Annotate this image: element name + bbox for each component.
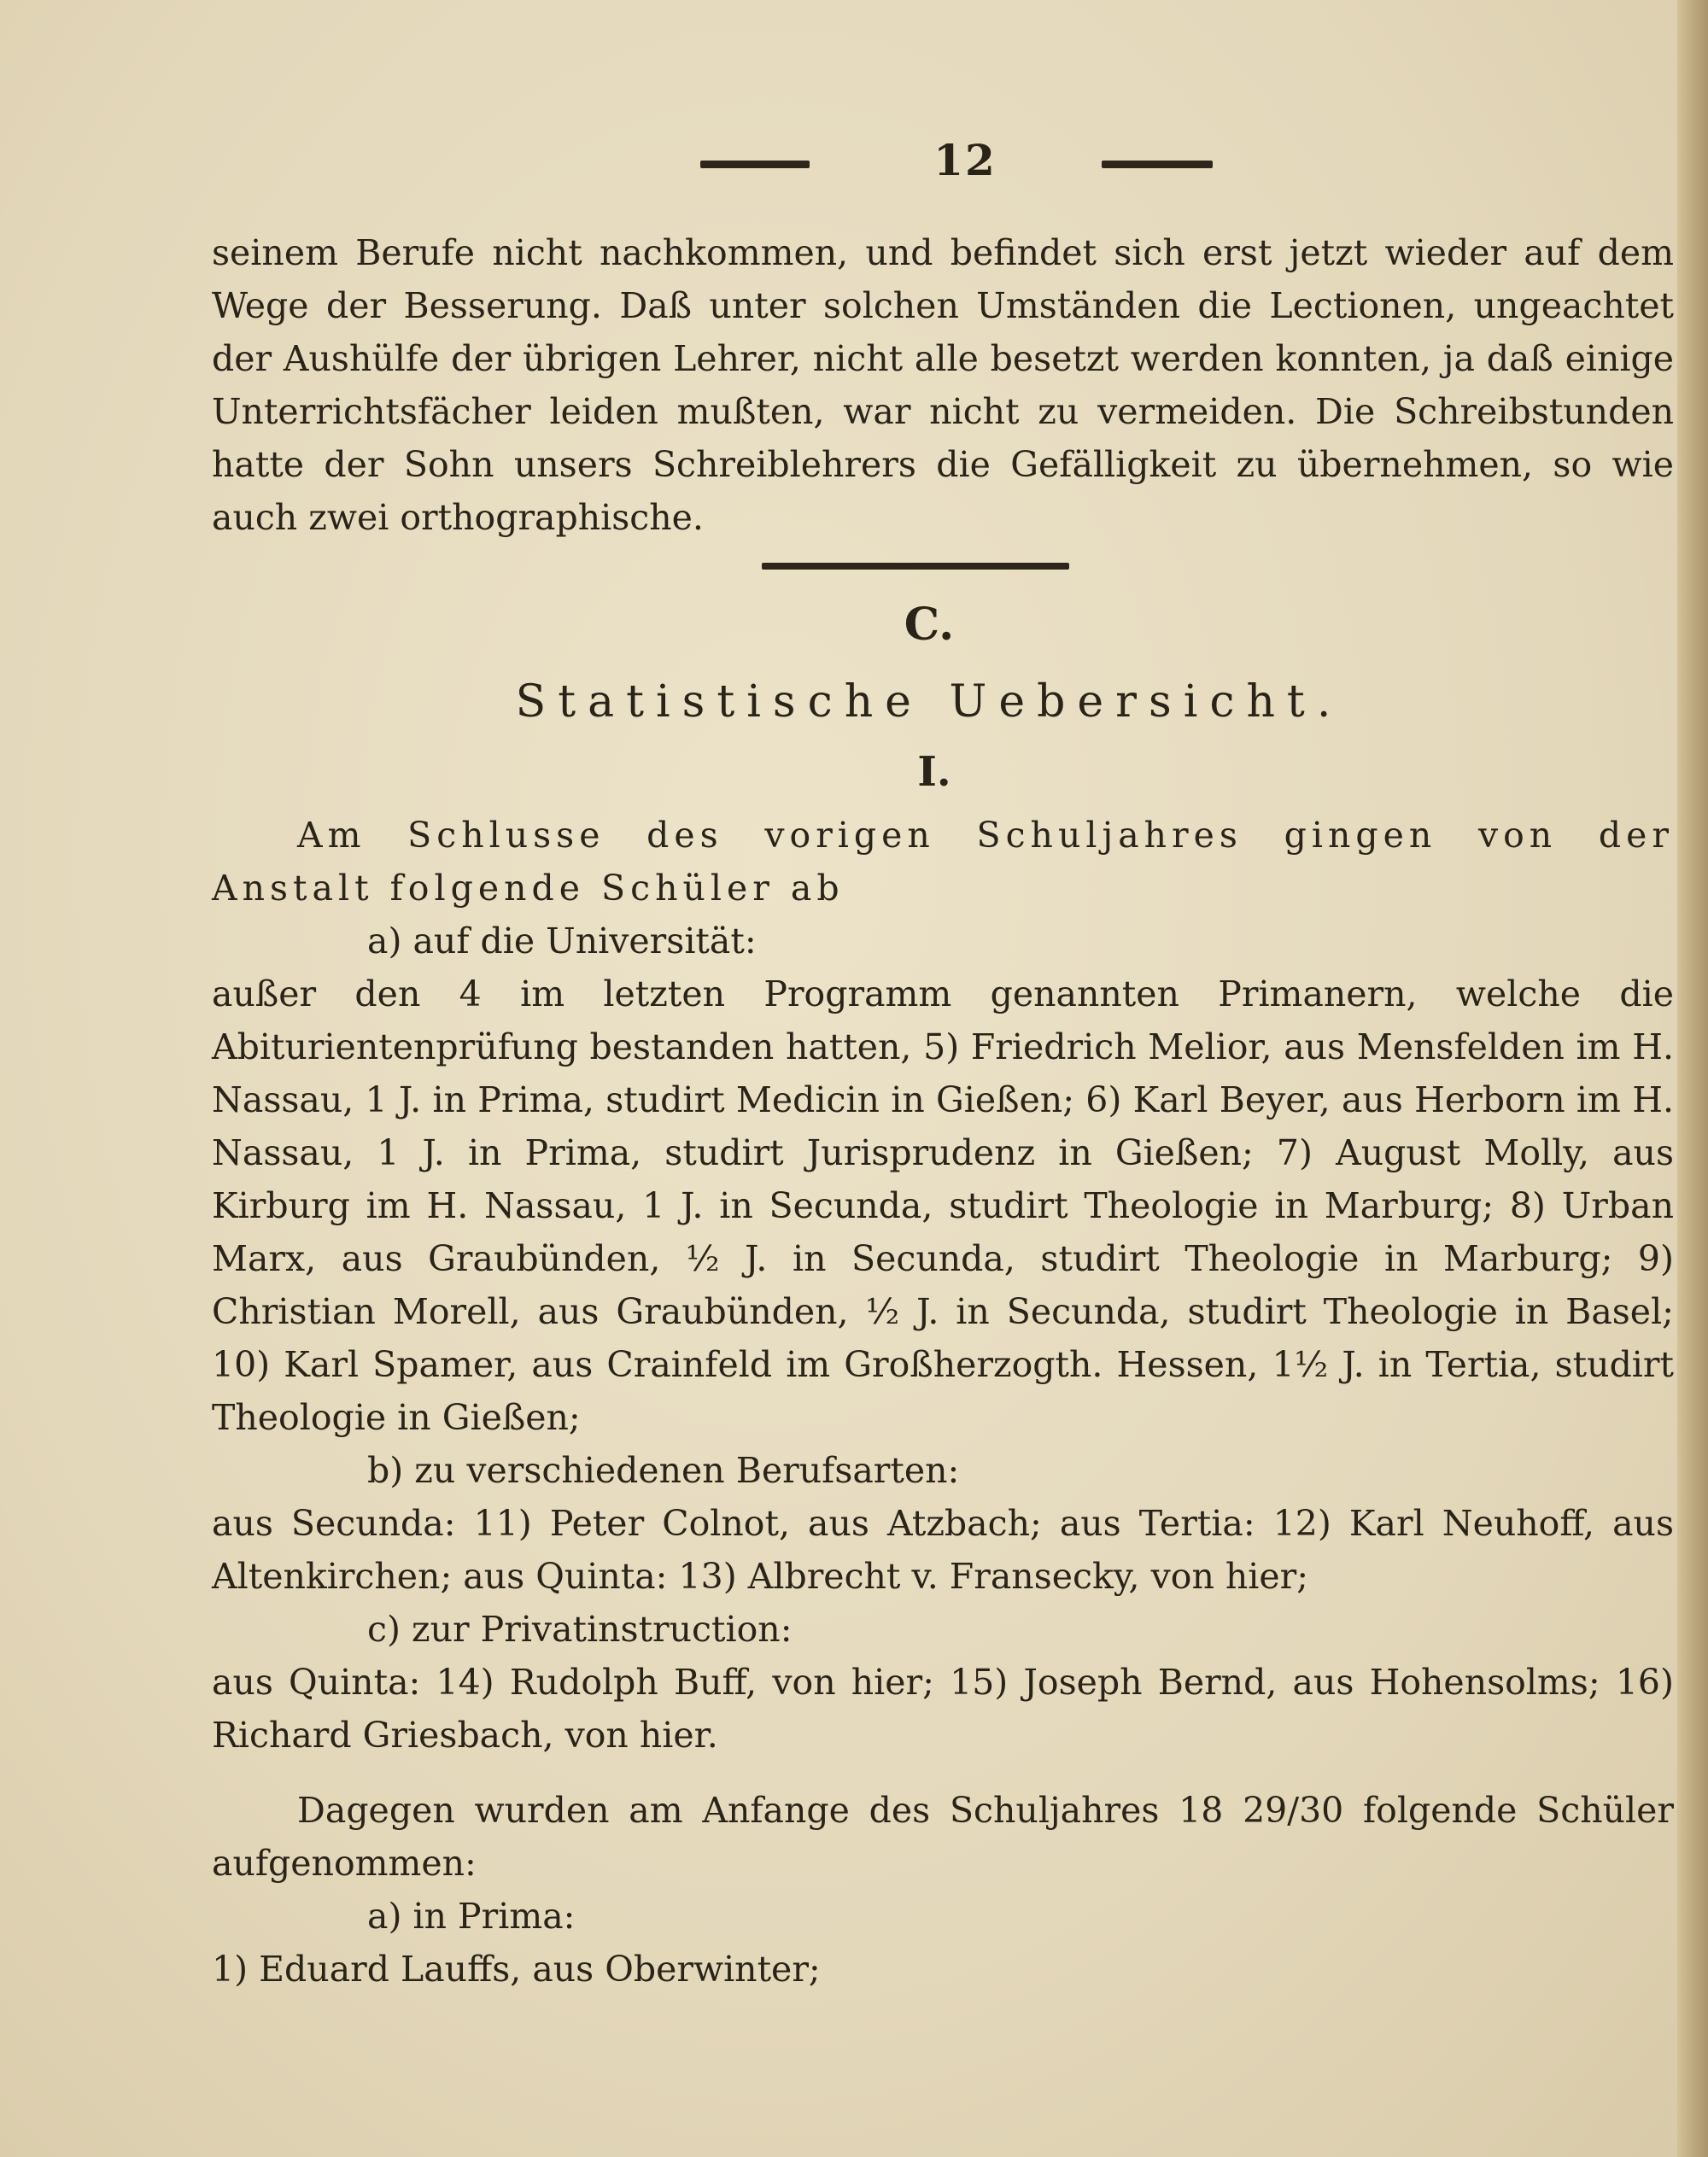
continuation-paragraph: seinem Berufe nicht nachkommen, und befindet sich erst jetzt wieder auf dem Wege der Besserung. Daß unter solchen Umständen die Lectionen, ungeachtet der Aushülfe der übrigen Lehrer, nicht alle besetzt werden konnten, ja daß einige Unterrichtsfächer leiden mußten, war nicht zu vermeiden. Die Schreibstunden hatte der Sohn unsers Schreiblehrers die Gefälligkeit zu übernehmen, so wie auch zwei orthographische. [212,232,1674,538]
departures-intro: Am Schlusse des vorigen Schuljahres gingen von der Anstalt folgende Schüler ab [212,815,1674,909]
section-letter: C. [904,599,955,651]
admissions-a-label: a) in Prima: [367,1896,576,1937]
page-edge [1677,0,1708,2157]
group-b-text: aus Secunda: 11) Peter Colnot, aus Atzbach; aus Tertia: 12) Karl Neuhoff, aus Altenkirchen; aus Quinta: 13) Albrecht v. Fransecky, von hier; [212,1503,1674,1597]
group-b-label: b) zu verschiedenen Berufsarten: [367,1450,960,1491]
header-rule-right [1102,161,1213,168]
section-title: Statistische Uebersicht. [515,676,1343,728]
group-a-text: außer den 4 im letzten Programm genannten Primanern, welche die Abiturientenprüfung bestanden hatten, 5) Friedrich Melior, aus Mensfelden im H. Nassau, 1 J. in Prima, studirt Medicin in Gießen; 6) Karl Beyer, aus Herborn im H. Nassau, 1 J. in Prima, studirt Jurisprudenz in Gießen; 7) August Molly, aus Kirburg im H. Nassau, 1 J. in Secunda, studirt Theologie in Marburg; 8) Urban Marx, aus Graubünden, ½ J. in Secunda, studirt Theologie in Marburg; 9) Christian Morell, aus Graubünden, ½ J. in Secunda, studirt Theologie in Basel; 10) Karl Spamer, aus Crainfeld im Großherzogth. Hessen, 1½ J. in Tertia, studirt Theologie in Gießen; [212,973,1674,1438]
page-body [212,226,1674,1996]
group-c-label: c) zur Privatinstruction: [367,1609,793,1650]
page-header [0,128,1708,196]
group-a-label: a) auf die Universität: [367,921,757,962]
section-divider [762,563,1069,570]
page-number: 12 [933,135,997,185]
admissions-first-entry: 1) Eduard Lauffs, aus Oberwinter; [212,1949,821,1990]
admissions-intro: Dagegen wurden am Anfange des Schuljahres 18 29/30 folgende Schüler aufgenommen: [212,1790,1674,1884]
subsection-number: I. [917,748,951,796]
group-c-text: aus Quinta: 14) Rudolph Buff, von hier; 15) Joseph Bernd, aus Hohensolms; 16) Richard Griesbach, von hier. [212,1662,1674,1756]
header-rule-left [700,161,810,168]
